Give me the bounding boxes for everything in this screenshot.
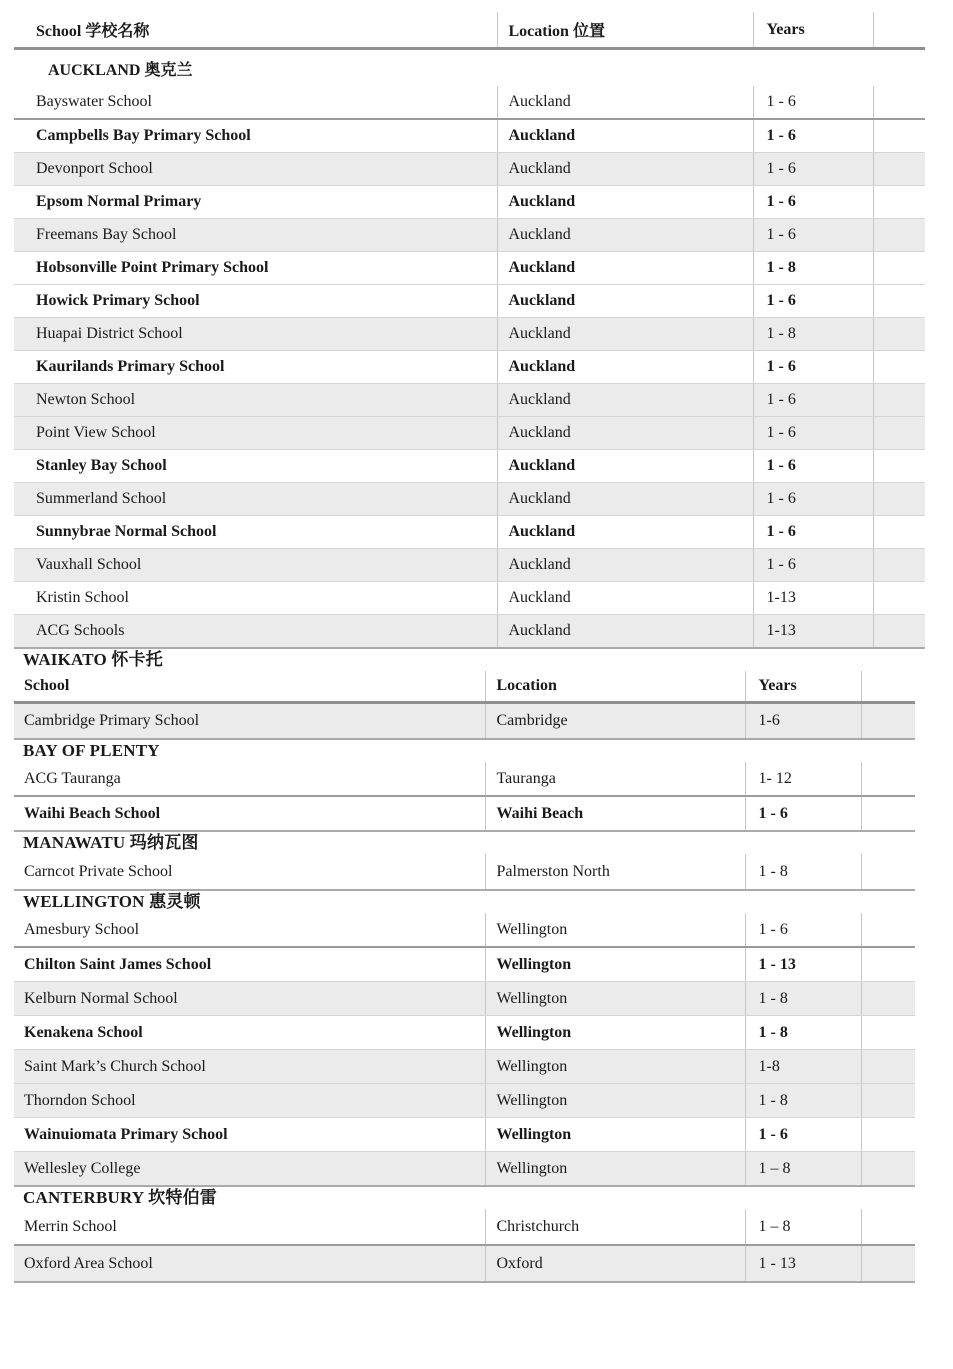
empty-cell (873, 450, 925, 483)
years-cell: 1-6 (745, 703, 861, 740)
location-cell: Christchurch (485, 1209, 745, 1245)
table-row (14, 252, 925, 285)
empty-cell (861, 1016, 915, 1050)
empty-cell (873, 153, 925, 186)
table-row (14, 1016, 915, 1050)
table-row (14, 615, 925, 649)
years-cell: 1 - 6 (753, 219, 873, 252)
years-cell: 1 – 8 (745, 1209, 861, 1245)
schools-table-wellington (14, 913, 915, 1187)
years-cell: 1 - 6 (745, 913, 861, 947)
years-cell: 1 - 6 (753, 417, 873, 450)
table-row (14, 1050, 915, 1084)
location-cell: Wellington (485, 982, 745, 1016)
table-row (14, 186, 925, 219)
school-cell: Kelburn Normal School (14, 982, 485, 1016)
school-cell: Hobsonville Point Primary School (14, 252, 497, 285)
region-title-waikato: WAIKATO 怀卡托 (23, 650, 163, 669)
table-row (14, 153, 925, 186)
years-cell: 1 - 6 (753, 549, 873, 582)
location-cell: Wellington (485, 1050, 745, 1084)
table-row (14, 1152, 915, 1187)
school-cell: Wellesley College (14, 1152, 485, 1187)
school-cell: Freemans Bay School (14, 219, 497, 252)
school-cell: Merrin School (14, 1209, 485, 1245)
location-cell: Auckland (497, 86, 753, 119)
school-cell: Sunnybrae Normal School (14, 516, 497, 549)
table-row (14, 351, 925, 384)
school-cell: ACG Schools (14, 615, 497, 649)
empty-cell (873, 582, 925, 615)
location-cell: Auckland (497, 483, 753, 516)
years-cell: 1 - 6 (753, 384, 873, 417)
empty-cell (861, 1245, 915, 1282)
empty-cell (873, 119, 925, 153)
location-cell: Auckland (497, 450, 753, 483)
table-row (14, 1084, 915, 1118)
empty-cell (873, 86, 925, 119)
years-cell: 1 - 8 (745, 1084, 861, 1118)
location-cell: Wellington (485, 913, 745, 947)
empty-cell (861, 1118, 915, 1152)
empty-cell (861, 1084, 915, 1118)
years-cell: 1 - 6 (753, 483, 873, 516)
region-title-canterbury: CANTERBURY 坎特伯雷 (23, 1188, 217, 1207)
table-row (14, 703, 915, 740)
table-row (14, 1118, 915, 1152)
years-cell: 1 - 8 (745, 854, 861, 890)
schools-table-bay-of-plenty (14, 762, 915, 832)
location-cell: Auckland (497, 119, 753, 153)
empty-cell (861, 913, 915, 947)
empty-cell (873, 252, 925, 285)
schools-table-canterbury (14, 1209, 915, 1283)
school-cell: Vauxhall School (14, 549, 497, 582)
empty-cell (861, 796, 915, 831)
empty-cell (873, 615, 925, 649)
table-header-row (14, 12, 925, 49)
school-cell: Amesbury School (14, 913, 485, 947)
location-cell: Auckland (497, 351, 753, 384)
location-cell: Auckland (497, 219, 753, 252)
location-cell: Waihi Beach (485, 796, 745, 831)
school-cell: Saint Mark’s Church School (14, 1050, 485, 1084)
location-cell: Wellington (485, 1152, 745, 1187)
location-cell: Wellington (485, 1084, 745, 1118)
school-cell: Kristin School (14, 582, 497, 615)
empty-cell (861, 854, 915, 890)
location-cell: Auckland (497, 615, 753, 649)
years-cell: 1 - 6 (753, 186, 873, 219)
schools-table-waikato (14, 671, 915, 740)
years-cell: 1 - 6 (753, 153, 873, 186)
location-cell: Wellington (485, 947, 745, 982)
table-row (14, 762, 915, 796)
school-cell: Waihi Beach School (14, 796, 485, 831)
location-cell: Oxford (485, 1245, 745, 1282)
years-cell: 1-13 (753, 615, 873, 649)
table-row (14, 483, 925, 516)
table-row (14, 1209, 915, 1245)
years-cell: 1 - 13 (745, 1245, 861, 1282)
empty-cell (873, 12, 925, 49)
location-cell: Auckland (497, 549, 753, 582)
school-cell: Point View School (14, 417, 497, 450)
table-row (14, 417, 925, 450)
header-location: Location 位置 (497, 12, 753, 49)
empty-cell (873, 483, 925, 516)
school-cell: Wainuiomata Primary School (14, 1118, 485, 1152)
school-cell: Campbells Bay Primary School (14, 119, 497, 153)
years-cell: 1 - 8 (753, 318, 873, 351)
years-cell: 1 - 6 (753, 351, 873, 384)
empty-cell (873, 384, 925, 417)
region-title-bay-of-plenty: BAY OF PLENTY (23, 741, 160, 760)
school-cell: Huapai District School (14, 318, 497, 351)
school-cell: Thorndon School (14, 1084, 485, 1118)
table-row (14, 384, 925, 417)
years-cell: 1 - 6 (753, 450, 873, 483)
empty-cell (861, 703, 915, 740)
empty-cell (861, 1209, 915, 1245)
school-cell: Cambridge Primary School (14, 703, 485, 740)
school-cell: Devonport School (14, 153, 497, 186)
school-cell: Newton School (14, 384, 497, 417)
empty-cell (873, 285, 925, 318)
school-cell: ACG Tauranga (14, 762, 485, 796)
school-cell: Summerland School (14, 483, 497, 516)
table-row (14, 516, 925, 549)
empty-cell (873, 549, 925, 582)
table-header-row (14, 671, 915, 703)
years-cell: 1 - 8 (753, 252, 873, 285)
school-cell: Chilton Saint James School (14, 947, 485, 982)
table-row (14, 219, 925, 252)
years-cell: 1 - 8 (745, 982, 861, 1016)
years-cell: 1 - 6 (745, 1118, 861, 1152)
location-cell: Auckland (497, 285, 753, 318)
table-row (14, 947, 915, 982)
table-row (14, 318, 925, 351)
school-cell: Kenakena School (14, 1016, 485, 1050)
empty-cell (861, 982, 915, 1016)
empty-cell (861, 671, 915, 703)
empty-cell (873, 351, 925, 384)
location-cell: Tauranga (485, 762, 745, 796)
years-cell: 1 - 6 (753, 119, 873, 153)
header-school: School (14, 671, 485, 703)
school-cell: Howick Primary School (14, 285, 497, 318)
location-cell: Wellington (485, 1118, 745, 1152)
empty-cell (873, 417, 925, 450)
location-cell: Auckland (497, 384, 753, 417)
location-cell: Auckland (497, 582, 753, 615)
empty-cell (861, 762, 915, 796)
region-title-manawatu: MANAWATU 玛纳瓦图 (23, 833, 199, 852)
years-cell: 1 - 6 (753, 86, 873, 119)
schools-table-manawatu (14, 854, 915, 891)
header-years: Years (753, 12, 873, 49)
empty-cell (861, 1050, 915, 1084)
table-row (14, 86, 925, 119)
school-cell: Stanley Bay School (14, 450, 497, 483)
school-cell: Kaurilands Primary School (14, 351, 497, 384)
years-cell: 1-13 (753, 582, 873, 615)
school-cell: Epsom Normal Primary (14, 186, 497, 219)
empty-cell (861, 1152, 915, 1187)
empty-cell (873, 219, 925, 252)
location-cell: Auckland (497, 516, 753, 549)
school-cell: Oxford Area School (14, 1245, 485, 1282)
table-row (14, 549, 925, 582)
table-row (14, 1245, 915, 1282)
table-row (14, 285, 925, 318)
location-cell: Auckland (497, 153, 753, 186)
location-cell: Auckland (497, 417, 753, 450)
years-cell: 1 - 6 (753, 516, 873, 549)
empty-cell (873, 186, 925, 219)
table-row (14, 796, 915, 831)
empty-cell (861, 947, 915, 982)
empty-cell (873, 516, 925, 549)
location-cell: Auckland (497, 252, 753, 285)
years-cell: 1- 12 (745, 762, 861, 796)
table-row (14, 982, 915, 1016)
table-row (14, 854, 915, 890)
years-cell: 1 – 8 (745, 1152, 861, 1187)
location-cell: Auckland (497, 186, 753, 219)
header-location: Location (485, 671, 745, 703)
years-cell: 1 - 6 (745, 796, 861, 831)
school-cell: Bayswater School (14, 86, 497, 119)
table-row (14, 450, 925, 483)
table-row (14, 119, 925, 153)
header-school: School 学校名称 (14, 12, 497, 49)
years-cell: 1-8 (745, 1050, 861, 1084)
location-cell: Cambridge (485, 703, 745, 740)
table-row (14, 582, 925, 615)
location-cell: Wellington (485, 1016, 745, 1050)
school-cell: Carncot Private School (14, 854, 485, 890)
empty-cell (873, 318, 925, 351)
location-cell: Auckland (497, 318, 753, 351)
table-row (14, 913, 915, 947)
header-years: Years (745, 671, 861, 703)
region-title: AUCKLAND 奥克兰 (48, 61, 193, 79)
region-row-auckland (14, 49, 925, 87)
years-cell: 1 - 13 (745, 947, 861, 982)
region-title-wellington: WELLINGTON 惠灵顿 (23, 892, 201, 911)
schools-table-auckland (14, 12, 925, 649)
years-cell: 1 - 8 (745, 1016, 861, 1050)
location-cell: Palmerston North (485, 854, 745, 890)
years-cell: 1 - 6 (753, 285, 873, 318)
